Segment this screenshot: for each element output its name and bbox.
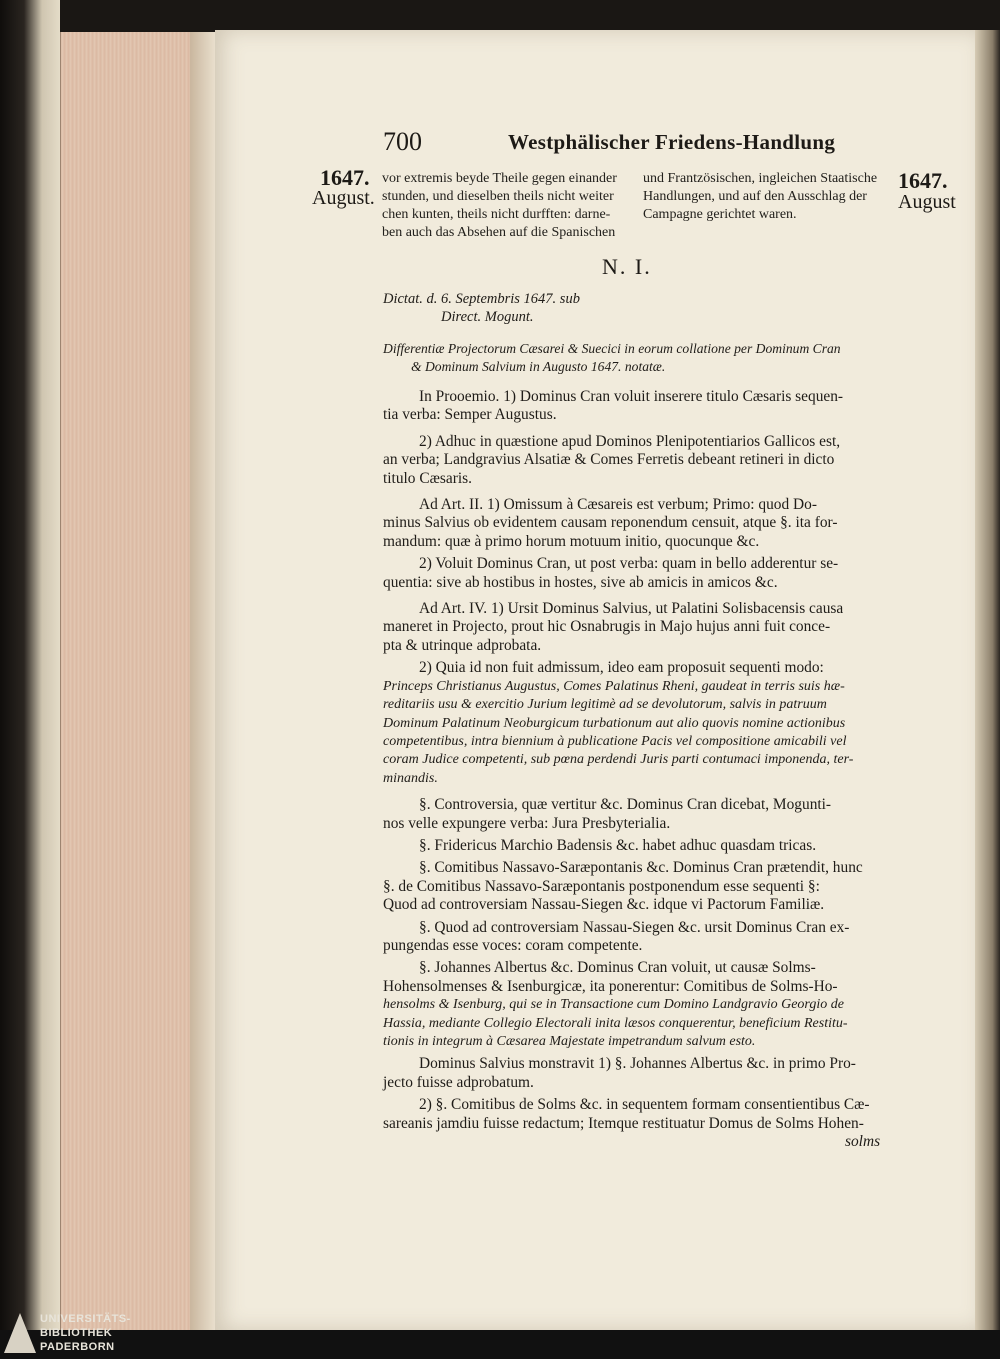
running-head: Westphälischer Friedens-Handlung [508,130,836,154]
top-column-right [643,170,877,224]
margin-year-right: 1647. [898,168,948,193]
dictat-line: Direct. Mogunt. [441,309,534,326]
text-line: Campagne gerichtet waren. [643,207,797,222]
margin-month-right: August [898,191,956,213]
text-line: chen kunten, theils nicht durfften: darne- [382,207,611,222]
text-line: vor extremis beyde Theile gegen einander [382,171,617,186]
text-line: nos velle expungere verba: Jura Presbyterialia. [383,814,671,832]
text-line: Dominus Salvius monstravit 1) §. Johannes Albertus &c. in primo Pro- [419,1055,856,1073]
title-line: Differentiæ Projectorum Cæsarei & Suecici in eorum collatione per Dominum Cran [383,341,841,356]
text-line: §. Johannes Albertus &c. Dominus Cran voluit, ut causæ Solms- [419,959,816,977]
text-line: Dominum Palatinum Neoburgicum turbationum aut alio quovis nomine actionibus [383,715,846,731]
text-line: Ad Art. IV. 1) Ursit Dominus Salvius, ut Palatini Solisbacensis causa [419,600,844,618]
text-line: und Frantzösischen, ingleichen Staatische [643,171,878,186]
text-line: 2) Adhuc in quæstione apud Dominos Plenipotentiarios Gallicos est, [419,432,841,450]
text-line: §. Comitibus Nassavo-Saræpontanis &c. Dominus Cran prætendit, hunc [419,859,863,877]
text-line: §. Fridericus Marchio Badensis &c. habet adhuc quasdam tricas. [419,836,817,854]
text-line: jecto fuisse adprobatum. [383,1073,534,1091]
text-line: Quod ad controversiam Nassau-Siegen &c. idque vi Pactorum Familiæ. [383,896,825,914]
text-line: hensolms & Isenburg, qui se in Transactione cum Domino Landgravio Georgio de [383,997,844,1013]
text-line: tionis in integrum à Cæsarea Majestate impetrandum salvum esto. [383,1034,756,1049]
text-line: Hassia, mediante Collegio Electorali inita læsos conquerentur, beneficium Restitu- [383,1015,848,1031]
text-line: stunden, und dieselben theils nicht weiter [382,189,614,204]
text-line: Hohensolmenses & Isenburgicæ, ita ponerentur: Comitibus de Solms-Ho- [383,977,838,995]
text-line: pungendas esse voces: coram competente. [383,936,643,954]
dictat-block [383,290,888,327]
text-line: maneret in Projecto, prout hic Osnabrugis in Majo hujus anni fuit conce- [383,618,831,636]
body-text [383,388,888,1151]
section-title [383,340,888,377]
text-line: sareanis jamdiu fuisse redactum; Itemque restituatur Domus de Solms Hohen- [383,1114,864,1132]
text-line: §. Quod ad controversiam Nassau-Siegen &c. ursit Dominus Cran ex- [419,918,850,936]
text-line: 2) Quia id non fuit admissum, ideo eam proposuit sequenti modo: [419,659,824,677]
text-line: ben auch das Absehen auf die Spanischen [382,225,616,240]
dictat-line: Dictat. d. 6. Septembris 1647. sub [383,291,580,307]
page-number: 700 [383,127,422,156]
text-line: quentia: sive ab hostibus in hostes, sive ab amicis in amicos &c. [383,573,778,591]
text-line: §. Controversia, quæ vertitur &c. Dominus Cran dicebat, Mogunti- [419,796,832,814]
top-column-left [382,170,617,242]
text-line: Ad Art. II. 1) Omissum à Cæsareis est verbum; Primo: quod Do- [419,496,817,514]
library-logo [4,1310,164,1359]
text-line: competentibus, intra biennium à publicatione Pacis vel compositione amicabili vel [383,733,847,749]
section-heading: N. I. [602,254,652,279]
text-line: pta & utrinque adprobata. [383,636,542,654]
title-line: & Dominum Salvium in Augusto 1647. notatæ. [411,359,666,375]
text-line: 2) Voluit Dominus Cran, ut post verba: quam in bello adderentur se- [419,555,839,573]
text-line: In Prooemio. 1) Dominus Cran voluit inserere titulo Cæsaris sequen- [419,388,844,405]
text-line: reditariis usu & exercitio Jurium legitimè ad se devolutorum, salvis in patruum [383,697,827,713]
text-line: minandis. [383,770,438,786]
text-line: minus Salvius ob evidentem causam reponendum censuit, atque §. ita for- [383,514,838,532]
book-cover-edge [0,0,60,1359]
library-logo-icon [4,1313,36,1353]
text-line: Handlungen, und auf den Ausschlag der [643,189,867,204]
text-line: 2) §. Comitibus de Solms &c. in sequentem formam consentientibus Cæ- [419,1096,870,1114]
text-line: Princeps Christianus Augustus, Comes Palatinus Rheni, gaudeat in terris suis hæ- [383,678,845,694]
text-line: coram Judice competenti, sub pœna perdendi Juris parti contumaci imponenda, ter- [383,752,854,768]
margin-month-left: August. [312,187,375,209]
library-logo-text: UNIVERSITÄTS- BIBLIOTHEK PADERBORN [40,1313,131,1353]
text-line: §. de Comitibus Nassavo-Saræpontanis postponendum esse sequenti §: [383,877,820,895]
text-line: titulo Cæsaris. [383,469,472,487]
margin-year-left: 1647. [320,165,370,190]
text-line: an verba; Landgravius Alsatiæ & Comes Ferretis debeant retineri in dicto [383,451,835,469]
text-line: tia verba: Semper Augustus. [383,406,557,424]
catchword: solms [845,1133,881,1151]
page-edge-stack [60,32,191,1332]
text-line: mandum: quæ à primo horum motuum initio, quocunque &c. [383,532,760,550]
facing-page-edge [975,30,1000,1330]
